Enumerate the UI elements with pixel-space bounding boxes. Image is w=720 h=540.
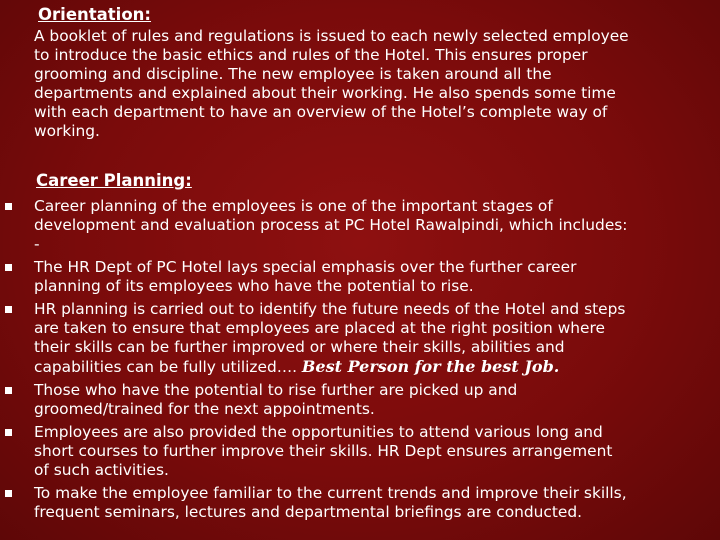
bullet-line: groomed/trained for the next appointments. — [34, 400, 375, 418]
square-bullet-icon — [5, 387, 12, 394]
bullet-item — [0, 423, 720, 480]
orientation-heading: Orientation: — [38, 5, 152, 24]
bullet-line: To make the employee familiar to the current trends and improve their skills, — [34, 484, 627, 502]
bullet-line: The HR Dept of PC Hotel lays special emphasis over the further career — [34, 258, 577, 276]
bullet-line: frequent seminars, lectures and departmental briefings are conducted. — [34, 503, 583, 521]
square-bullet-icon — [5, 203, 12, 210]
bullet-line: of such activities. — [34, 461, 169, 479]
bullet-line: their skills can be further improved or where their skills, abilities and — [34, 338, 565, 356]
square-bullet-icon — [5, 306, 12, 313]
orientation-line: A booklet of rules and regulations is issued to each newly selected employee — [34, 27, 629, 45]
bullet-item — [0, 197, 720, 254]
orientation-line: to introduce the basic ethics and rules of the Hotel. This ensures proper — [34, 46, 588, 64]
orientation-line: departments and explained about their working. He also spends some time — [34, 84, 616, 102]
bullet-line: development and evaluation process at PC Hotel Rawalpindi, which includes: — [34, 216, 628, 234]
bullet-line: HR planning is carried out to identify the future needs of the Hotel and steps — [34, 300, 626, 318]
bullet-line: Those who have the potential to rise further are picked up and — [34, 381, 518, 399]
career-planning-bullet-list — [0, 197, 720, 526]
square-bullet-icon — [5, 490, 12, 497]
orientation-line: with each department to have an overview of the Hotel’s complete way of — [34, 103, 608, 121]
square-bullet-icon — [5, 429, 12, 436]
bullet-line — [34, 357, 720, 377]
bullet-line: short courses to further improve their skills. HR Dept ensures arrangement — [34, 442, 613, 460]
bullet-line: are taken to ensure that employees are placed at the right position where — [34, 319, 605, 337]
orientation-line: working. — [34, 122, 100, 140]
orientation-paragraph — [34, 27, 718, 141]
career-planning-heading: Career Planning: — [36, 171, 192, 190]
bullet-line: planning of its employees who have the potential to rise. — [34, 277, 474, 295]
emphasis-text: Best Person for the best Job. — [301, 357, 560, 376]
bullet-item — [0, 484, 720, 522]
bullet-item — [0, 300, 720, 377]
bullet-item — [0, 381, 720, 419]
orientation-line: grooming and discipline. The new employee is taken around all the — [34, 65, 552, 83]
bullet-line-text: capabilities can be fully utilized…. — [34, 358, 302, 376]
bullet-line: Career planning of the employees is one of the important stages of — [34, 197, 553, 215]
square-bullet-icon — [5, 264, 12, 271]
bullet-line: Employees are also provided the opportunities to attend various long and — [34, 423, 603, 441]
bullet-line: - — [34, 235, 40, 253]
bullet-item — [0, 258, 720, 296]
